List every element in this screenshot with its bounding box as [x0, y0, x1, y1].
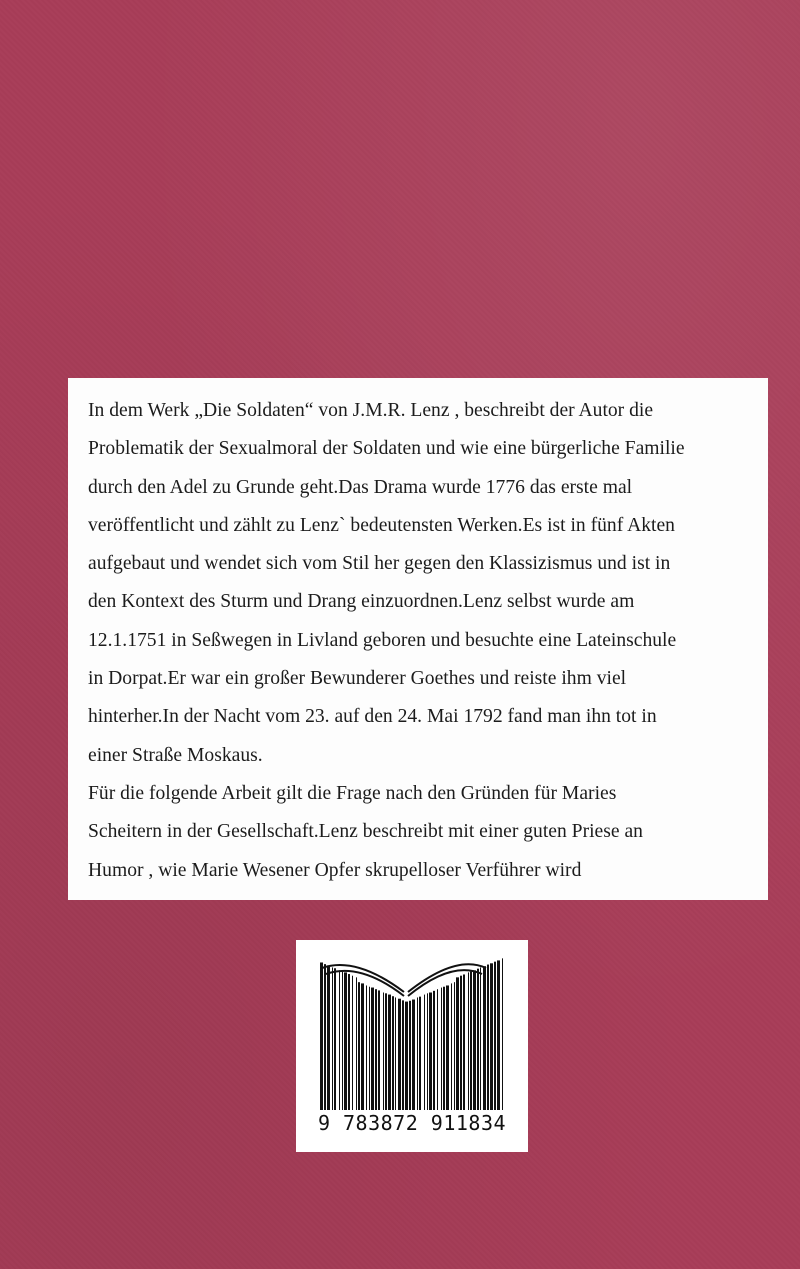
blurb-line: den Kontext des Sturm und Drang einzuordnen.Lenz selbst wurde am	[88, 591, 635, 613]
barcode-bar	[356, 977, 357, 1116]
blurb-text	[88, 392, 754, 890]
barcode-bar	[361, 983, 364, 1116]
barcode-bar	[334, 968, 336, 1116]
barcode-bar	[409, 1001, 411, 1116]
barcode-bar	[454, 982, 455, 1116]
barcode-bar	[463, 974, 465, 1116]
barcode-bar	[378, 990, 380, 1116]
blurb-line: aufgebaut und wendet sich vom Stil her gegen den Klassizismus und ist in	[88, 553, 671, 575]
barcode-bar	[490, 963, 493, 1116]
blurb-line: In dem Werk „Die Soldaten“ von J.M.R. Lenz , beschreibt der Autor die	[88, 400, 654, 421]
blurb-line: einer Straße Moskaus.	[88, 744, 263, 766]
barcode-bar	[417, 997, 418, 1116]
barcode-bar	[468, 972, 469, 1116]
blurb-line: Für die folgende Arbeit gilt die Frage nach den Gründen für Maries	[88, 782, 617, 804]
barcode-bar	[324, 964, 326, 1116]
barcode-bar	[405, 1002, 408, 1116]
barcode-bar	[451, 983, 452, 1116]
barcode-bar	[480, 967, 481, 1116]
barcode-bar	[366, 985, 367, 1116]
barcode-bar	[502, 958, 503, 1116]
barcode-bar	[383, 993, 384, 1117]
barcode-bar	[375, 989, 377, 1116]
barcode-bar	[487, 965, 489, 1116]
barcode-bar	[497, 960, 500, 1116]
barcode-bar	[344, 972, 347, 1116]
barcode-bar	[395, 997, 396, 1116]
blurb-line: Scheitern in der Gesellschaft.Lenz beschreibt mit einer guten Priese an	[88, 821, 643, 843]
barcode-bar	[358, 982, 360, 1116]
barcode-bar	[433, 991, 435, 1116]
barcode-bar	[419, 997, 421, 1116]
barcode-bar	[342, 972, 343, 1116]
blurb-panel	[68, 378, 768, 900]
blurb-line: 12.1.1751 in Seßwegen in Livland geboren und besuchte eine Lateinschule	[88, 629, 677, 651]
barcode-bar	[388, 995, 391, 1116]
isbn-barcode	[296, 940, 528, 1152]
barcode-bar	[441, 988, 442, 1116]
barcode-bar	[412, 1000, 415, 1116]
blurb-line: hinterher.In der Nacht vom 23. auf den 24. Mai 1792 fand man ihn tot in	[88, 706, 657, 728]
blurb-line: Humor , wie Marie Wesener Opfer skrupelloser Verführer wird	[88, 859, 582, 881]
barcode-bar	[339, 970, 340, 1116]
blurb-line: durch den Adel zu Grunde geht.Das Drama wurde 1776 das erste mal	[88, 476, 633, 498]
barcode-bar	[371, 988, 374, 1116]
barcode-bar	[477, 969, 479, 1116]
barcode-bar	[429, 993, 432, 1117]
barcode-bar	[446, 985, 449, 1116]
barcode-bar	[348, 974, 350, 1116]
barcode-bar	[460, 976, 462, 1116]
barcode-bar	[473, 970, 476, 1116]
barcode-bar	[443, 987, 445, 1116]
barcode-bar	[494, 962, 496, 1116]
barcode-bar	[385, 993, 387, 1116]
barcode-bar	[402, 1000, 404, 1116]
barcode-bar	[424, 995, 425, 1116]
barcode-bar	[327, 965, 330, 1116]
blurb-line: Problematik der Sexualmoral der Soldaten und wie eine bürgerliche Familie	[88, 438, 685, 460]
barcode-bar	[470, 972, 472, 1116]
barcode-bar	[369, 987, 370, 1116]
blurb-line: veröffentlicht und zählt zu Lenz` bedeutensten Werken.Es ist in fünf Akten	[88, 514, 675, 536]
barcode-bar	[456, 977, 459, 1116]
barcode-bar	[483, 966, 486, 1116]
barcode-bar	[332, 967, 333, 1116]
barcode-bar	[427, 993, 428, 1116]
barcode-bar	[437, 989, 438, 1116]
barcode-bar	[398, 999, 401, 1116]
barcode-bar	[392, 996, 394, 1116]
isbn-number: 9 783872 911834	[304, 1110, 520, 1136]
barcode-bar	[352, 976, 353, 1116]
blurb-line: in Dorpat.Er war ein großer Bewunderer Goethes und reiste ihm viel	[88, 668, 627, 690]
barcode-bar	[320, 962, 323, 1116]
